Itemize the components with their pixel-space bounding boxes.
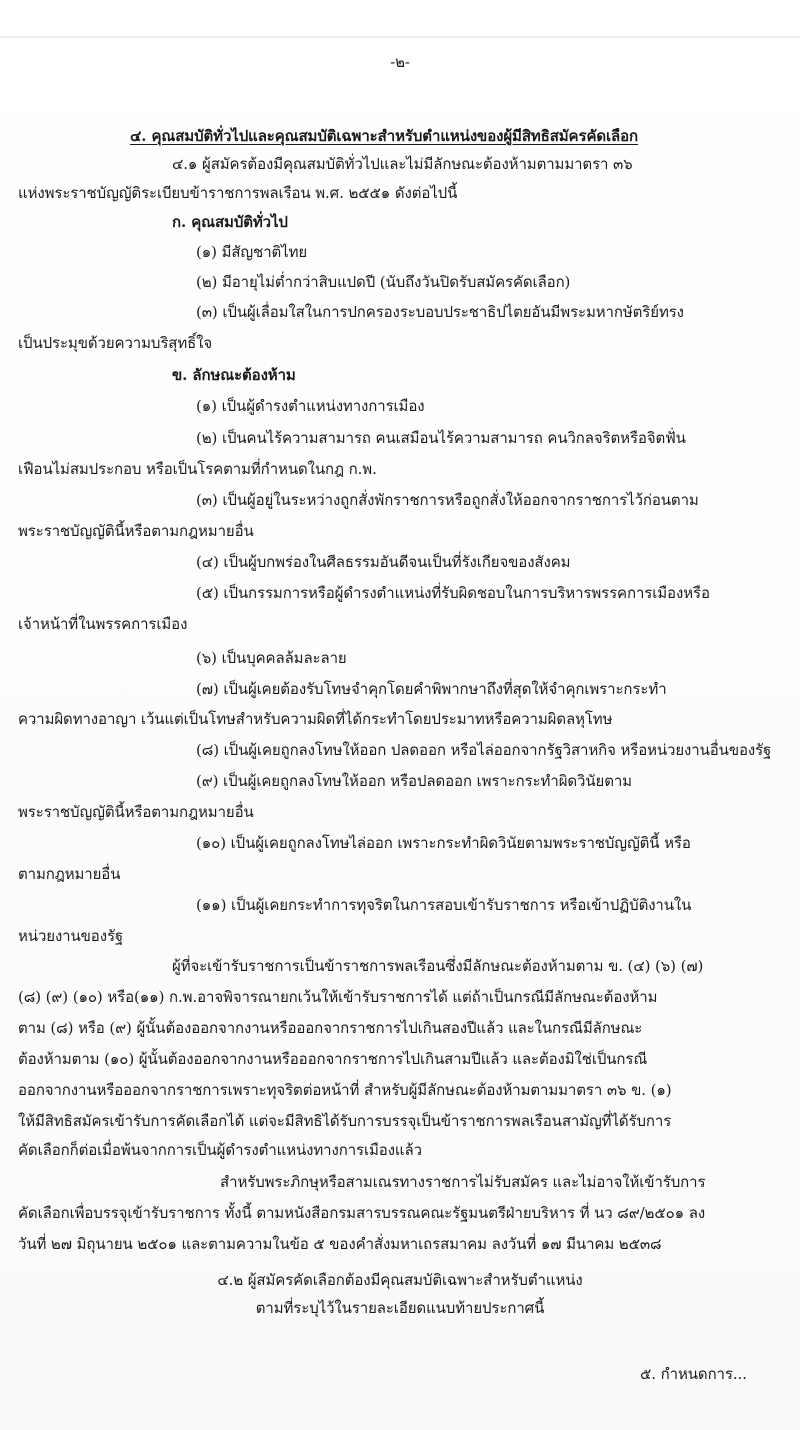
exception-line7: คัดเลือกก็ต่อเมื่อพ้นจากการเป็นผู้ดำรงตำแหน่งทางการเมืองแล้ว <box>18 1141 422 1159</box>
monks-line2: คัดเลือกเพื่อบรรจุเข้ารับราชการ ทั้งนี้ ตามหนังสือกรมสารบรรณคณะรัฐมนตรีฝ่ายบริหาร ที่ นว ๘๙/๒๕๐๑ ลง <box>18 1204 706 1222</box>
exception-line2: (๘) (๙) (๑๐) หรือ(๑๑) ก.พ.อาจพิจารณายกเว้นให้เข้ารับราชการได้ แต่ถ้าเป็นกรณีมีลักษณะต้องห้าม <box>18 988 658 1006</box>
prohibited-item9-line1: (๙) เป็นผู้เคยถูกลงโทษให้ออก หรือปลดออก เพราะกระทำผิดวินัยตาม <box>196 772 632 790</box>
exception-line1: ผู้ที่จะเข้ารับราชการเป็นข้าราชการพลเรือนซึ่งมีลักษณะต้องห้ามตาม ข. (๔) (๖) (๗) <box>172 957 704 975</box>
general-item2: (๒) มีอายุไม่ต่ำกว่าสิบแปดปี (นับถึงวันปิดรับสมัครคัดเลือก) <box>196 273 571 291</box>
prohibited-item8: (๘) เป็นผู้เคยถูกลงโทษให้ออก ปลดออก หรือไล่ออกจากรัฐวิสาหกิจ หรือหน่วยงานอื่นของรัฐ <box>196 741 772 759</box>
prohibited-item5-line2: เจ้าหน้าที่ในพรรคการเมือง <box>18 615 188 633</box>
prohibited-item10-line1: (๑๐) เป็นผู้เคยถูกลงโทษไล่ออก เพราะกระทำผิดวินัยตามพระราชบัญญัตินี้ หรือ <box>196 834 691 852</box>
prohibited-item3-line2: พระราชบัญญัตินี้หรือตามกฎหมายอื่น <box>18 522 254 540</box>
monks-line3: วันที่ ๒๗ มิถุนายน ๒๕๐๑ และตามความในข้อ ๕ ของคำสั่งมหาเถรสมาคม ลงวันที่ ๑๗ มีนาคม ๒๕๓๘ <box>18 1235 662 1253</box>
exception-line5: ออกจากงานหรือออกจากราชการเพราะทุจริตต่อหน้าที่ สำหรับผู้มีลักษณะต้องห้ามตามมาตรา ๓๖ ข. (๑) <box>18 1081 672 1099</box>
monks-line1: สำหรับพระภิกษุหรือสามเณรทางราชการไม่รับสมัคร และไม่อาจให้เข้ารับการ <box>220 1173 706 1191</box>
general-item1: (๑) มีสัญชาติไทย <box>196 243 308 261</box>
exception-line6: ให้มีสิทธิสมัครเข้ารับการคัดเลือกได้ แต่จะมีสิทธิได้รับการบรรจุเป็นข้าราชการพลเรือนสามัญที่ได้รับการ <box>18 1112 672 1130</box>
scan-edge <box>0 36 800 38</box>
prohibited-item7-line1: (๗) เป็นผู้เคยต้องรับโทษจำคุกโดยคำพิพากษาถึงที่สุดให้จำคุกเพราะกระทำ <box>196 680 667 698</box>
prohibited-item4: (๔) เป็นผู้บกพร่องในศีลธรรมอันดีจนเป็นที่รังเกียจของสังคม <box>196 553 571 571</box>
prohibited-heading: ข. ลักษณะต้องห้าม <box>172 366 296 384</box>
prohibited-item5-line1: (๕) เป็นกรรมการหรือผู้ดำรงตำแหน่งที่รับผิดชอบในการบริหารพรรคการเมืองหรือ <box>196 584 710 602</box>
general-heading: ก. คุณสมบัติทั่วไป <box>172 213 288 231</box>
prohibited-item2-line2: เฟือนไม่สมประกอบ หรือเป็นโรคตามที่กำหนดในกฎ ก.พ. <box>18 460 377 478</box>
prohibited-item7-line2: ความผิดทางอาญา เว้นแต่เป็นโทษสำหรับความผิดที่ได้กระทำโดยประมาทหรือความผิดลหุโทษ <box>18 710 613 728</box>
exception-line3: ตาม (๘) หรือ (๙) ผู้นั้นต้องออกจากงานหรือออกจากราชการไปเกินสองปีแล้ว และในกรณีมีลักษณะ <box>18 1019 643 1037</box>
s41-line1: ๔.๑ ผู้สมัครต้องมีคุณสมบัติทั่วไปและไม่มีลักษณะต้องห้ามตามมาตรา ๓๖ <box>172 155 633 173</box>
prohibited-item11-line2: หน่วยงานของรัฐ <box>18 927 124 945</box>
prohibited-item10-line2: ตามกฎหมายอื่น <box>18 865 121 883</box>
continuation-note: ๕. กำหนดการ... <box>640 1365 747 1383</box>
prohibited-item1: (๑) เป็นผู้ดำรงตำแหน่งทางการเมือง <box>196 397 425 415</box>
prohibited-item11-line1: (๑๑) เป็นผู้เคยกระทำการทุจริตในการสอบเข้ารับราชการ หรือเข้าปฏิบัติงานใน <box>196 896 692 914</box>
s42-line1: ๔.๒ ผู้สมัครคัดเลือกต้องมีคุณสมบัติเฉพาะสำหรับตำแหน่ง <box>217 1271 583 1289</box>
general-item3-line2: เป็นประมุขด้วยความบริสุทธิ์ใจ <box>18 334 213 352</box>
general-item3-line1: (๓) เป็นผู้เลื่อมใสในการปกครองระบอบประชาธิปไตยอันมีพระมหากษัตริย์ทรง <box>196 303 684 321</box>
page-number: -๒- <box>390 53 410 71</box>
section-heading: ๔. คุณสมบัติทั่วไปและคุณสมบัติเฉพาะสำหรับตำแหน่งของผู้มีสิทธิสมัครคัดเลือก <box>130 127 639 145</box>
prohibited-item3-line1: (๓) เป็นผู้อยู่ในระหว่างถูกสั่งพักราชการหรือถูกสั่งให้ออกจากราชการไว้ก่อนตาม <box>196 491 699 509</box>
exception-line4: ต้องห้ามตาม (๑๐) ผู้นั้นต้องออกจากงานหรือออกจากราชการไปเกินสามปีแล้ว และต้องมิใช่เป็นกรณี <box>18 1050 648 1068</box>
s42-line2: ตามที่ระบุไว้ในรายละเอียดแนบท้ายประกาศนี้ <box>255 1299 545 1317</box>
prohibited-item2-line1: (๒) เป็นคนไร้ความสามารถ คนเสมือนไร้ความสามารถ คนวิกลจริตหรือจิตฟั่น <box>196 429 686 447</box>
prohibited-item6: (๖) เป็นบุคคลล้มละลาย <box>196 649 347 667</box>
s41-line2: แห่งพระราชบัญญัติระเบียบข้าราชการพลเรือน พ.ศ. ๒๕๕๑ ดังต่อไปนี้ <box>18 184 458 202</box>
prohibited-item9-line2: พระราชบัญญัตินี้หรือตามกฎหมายอื่น <box>18 803 254 821</box>
